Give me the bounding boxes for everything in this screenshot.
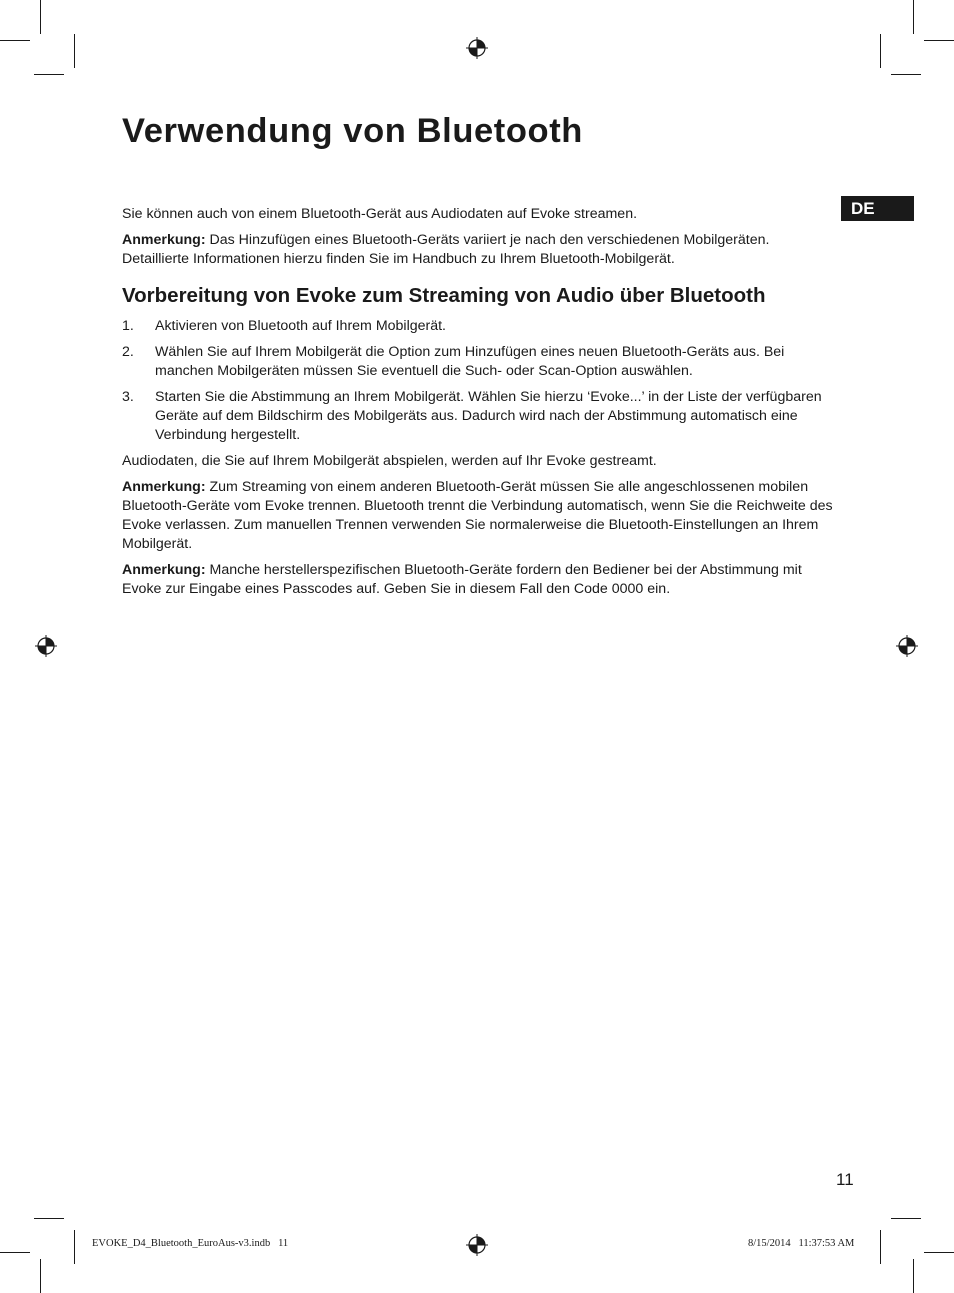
note-disconnect bbox=[122, 478, 834, 554]
crop-mark bbox=[74, 34, 75, 68]
crop-mark bbox=[924, 40, 954, 41]
language-tab: DE bbox=[841, 196, 914, 221]
main-content bbox=[122, 205, 834, 606]
registration-mark-icon bbox=[35, 635, 57, 657]
note-passcode bbox=[122, 561, 834, 599]
crop-mark bbox=[891, 1218, 921, 1219]
intro-note bbox=[122, 231, 834, 269]
crop-mark bbox=[74, 1230, 75, 1264]
crop-mark bbox=[34, 1218, 64, 1219]
page-title: Verwendung von Bluetooth bbox=[122, 112, 583, 150]
note-label: Anmerkung: bbox=[122, 232, 206, 248]
crop-mark bbox=[913, 1259, 914, 1293]
page-number: 11 bbox=[836, 1170, 854, 1189]
crop-mark bbox=[40, 0, 41, 34]
note-text: Manche herstellerspezifischen Bluetooth-Geräte fordern den Bediener bei der Abstimmung mit Evoke zur Eingabe eines Passcodes auf. Geben Sie in diesem Fall den Code 0000 ein. bbox=[122, 562, 802, 597]
registration-mark-icon bbox=[896, 635, 918, 657]
step-text: Starten Sie die Abstimmung an Ihrem Mobilgerät. Wählen Sie hierzu ‘Evoke...’ in der Liste der verfügbaren Geräte auf dem Bildschirm des Mobilgeräts aus. Dadurch wird nach der Abstimmung automatisch eine Verbindung hergestellt. bbox=[155, 389, 822, 443]
result-text: Audiodaten, die Sie auf Ihrem Mobilgerät abspielen, werden auf Ihr Evoke gestreamt. bbox=[122, 453, 657, 469]
list-item bbox=[122, 388, 834, 445]
registration-mark-icon bbox=[466, 37, 488, 59]
crop-mark bbox=[880, 34, 881, 68]
crop-mark bbox=[880, 1230, 881, 1264]
footer-file-slug: EVOKE_D4_Bluetooth_EuroAus-v3.indb 11 bbox=[92, 1238, 289, 1249]
intro-text: Sie können auch von einem Bluetooth-Gerät aus Audiodaten auf Evoke streamen. bbox=[122, 206, 638, 222]
steps-list bbox=[122, 317, 834, 445]
registration-mark-icon bbox=[466, 1234, 488, 1256]
note-text: Das Hinzufügen eines Bluetooth-Geräts variiert je nach den verschiedenen Mobilgeräten. Detaillierte Informationen hierzu finden Sie im Handbuch zu Ihrem Bluetooth-Mobilgerät. bbox=[122, 232, 770, 267]
list-item bbox=[122, 343, 834, 381]
crop-mark bbox=[0, 40, 30, 41]
step-text: Wählen Sie auf Ihrem Mobilgerät die Option zum Hinzufügen eines neuen Bluetooth-Geräts aus. Bei manchen Mobilgeräten müssen Sie eventuell die Such- oder Scan-Option auswählen. bbox=[155, 344, 785, 379]
section-heading: Vorbereitung von Evoke zum Streaming von Audio über Bluetooth bbox=[122, 284, 766, 307]
note-label: Anmerkung: bbox=[122, 562, 206, 578]
list-item bbox=[122, 317, 834, 336]
footer-timestamp: 8/15/2014 11:37:53 AM bbox=[748, 1238, 855, 1249]
crop-mark bbox=[40, 1259, 41, 1293]
crop-mark bbox=[34, 74, 64, 75]
note-label: Anmerkung: bbox=[122, 479, 206, 495]
crop-mark bbox=[891, 74, 921, 75]
step-number: 1. bbox=[122, 318, 134, 334]
step-number: 2. bbox=[122, 344, 134, 360]
crop-mark bbox=[913, 0, 914, 34]
note-text: Zum Streaming von einem anderen Bluetooth-Gerät müssen Sie alle angeschlossenen mobilen Bluetooth-Geräte vom Evoke trennen. Bluetooth trennt die Verbindung automatisch, wenn Sie die Reichweite des Evoke verlassen. Zum manuellen Trennen verwenden Sie normalerweise die Bluetooth-Einstellungen an Ihrem Mobilgerät. bbox=[122, 479, 833, 552]
step-number: 3. bbox=[122, 389, 134, 405]
crop-mark bbox=[924, 1252, 954, 1253]
step-text: Aktivieren von Bluetooth auf Ihrem Mobilgerät. bbox=[155, 318, 446, 334]
crop-mark bbox=[0, 1252, 30, 1253]
